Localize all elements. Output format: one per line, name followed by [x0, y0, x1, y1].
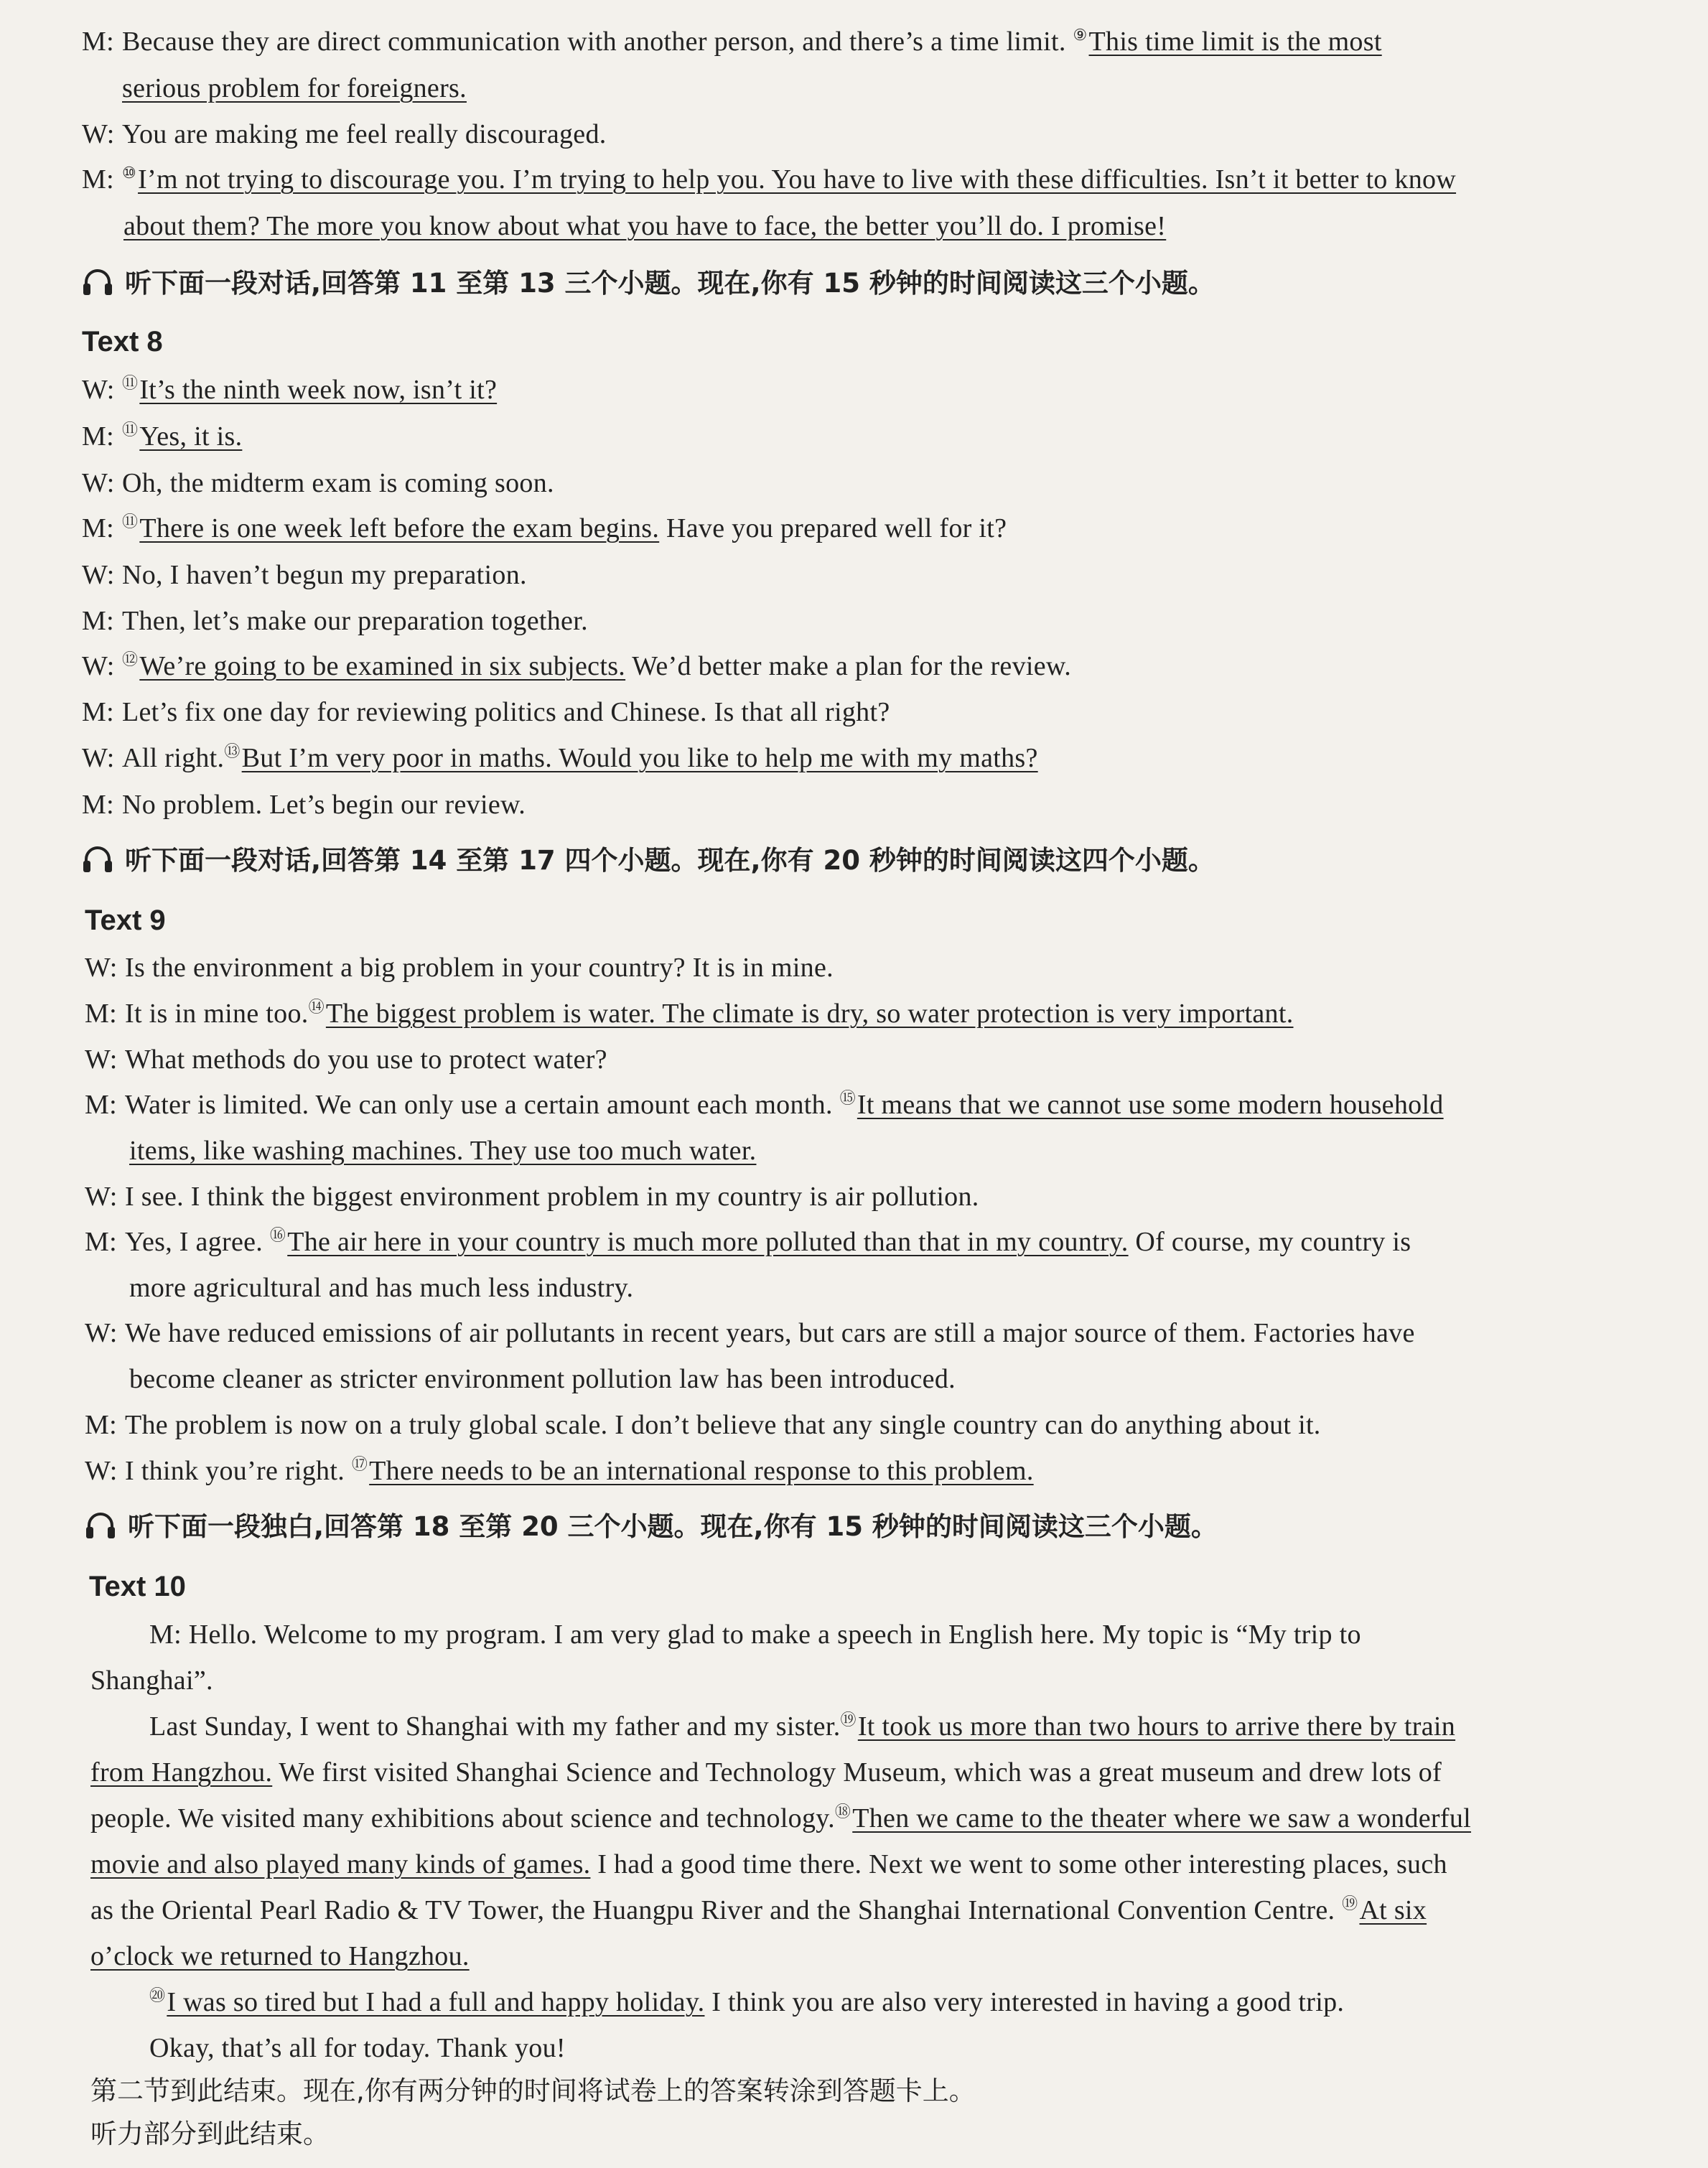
t9-line-6: W: I see. I think the biggest environment problem in my country is air pollution.: [85, 1182, 979, 1212]
instruction-2: 听下面一段对话,回答第 14 至第 17 四个小题。现在,你有 20 秒钟的时间阅读这四个小题。: [82, 844, 1215, 877]
t7-line-5: about them? The more you know about what you have to face, the better you’ll do. I promise!: [123, 211, 1167, 241]
headphones-icon: [85, 1511, 116, 1540]
t8-line-4: M: ⑪There is one week left before the exam begins. Have you prepared well for it?: [82, 513, 1007, 543]
t8-line-3: W: Oh, the midterm exam is coming soon.: [82, 468, 554, 498]
t10-p2-line-4: movie and also played many kinds of games. I had a good time there. Next we went to some other interesting places, such: [90, 1849, 1447, 1879]
section-end-note: 第二节到此结束。现在,你有两分钟的时间将试卷上的答案转涂到答题卡上。: [90, 2075, 976, 2106]
t7-line-2: serious problem for foreigners.: [122, 73, 467, 103]
t7-line-4: M: ⑩I’m not trying to discourage you. I’m trying to help you. You have to live with these difficulties. Isn’t it better to know: [82, 164, 1457, 195]
t9-line-4: M: Water is limited. We can only use a certain amount each month. ⑮It means that we cannot use some modern household: [85, 1089, 1444, 1120]
headphones-icon: [82, 268, 113, 296]
t8-line-5: W: No, I haven’t begun my preparation.: [82, 560, 527, 590]
headphones-icon: [82, 845, 113, 874]
t8-line-6: M: Then, let’s make our preparation together.: [82, 606, 588, 636]
instruction-1: 听下面一段对话,回答第 11 至第 13 三个小题。现在,你有 15 秒钟的时间阅读这三个小题。: [82, 267, 1215, 300]
t10-p2-line-3: people. We visited many exhibitions about science and technology.⑱Then we came to the theater where we saw a wonderful: [90, 1803, 1472, 1833]
t9-line-7: M: Yes, I agree. ⑯The air here in your country is much more polluted than that in my country. Of course, my country is: [85, 1226, 1411, 1257]
t8-line-8: M: Let’s fix one day for reviewing politics and Chinese. Is that all right?: [82, 697, 890, 727]
t10-p1-line-2: Shanghai”.: [90, 1665, 213, 1696]
t8-line-7: W: ⑫We’re going to be examined in six subjects. We’d better make a plan for the review.: [82, 650, 1071, 681]
t10-p2-line-5: as the Oriental Pearl Radio & TV Tower, the Huangpu River and the Shanghai International Convention Centre. ⑲At six: [90, 1894, 1427, 1925]
listening-end-note: 听力部分到此结束。: [90, 2118, 330, 2149]
instruction-3: 听下面一段独白,回答第 18 至第 20 三个小题。现在,你有 15 秒钟的时间阅读这三个小题。: [85, 1510, 1218, 1543]
t9-line-5: items, like washing machines. They use too much water.: [129, 1136, 757, 1166]
t9-line-9: W: We have reduced emissions of air pollutants in recent years, but cars are still a major source of them. Factories have: [85, 1318, 1415, 1348]
t7-line-1: M: Because they are direct communication with another person, and there’s a time limit. ⑨This time limit is the most: [82, 26, 1382, 57]
text-8-heading: Text 8: [82, 326, 163, 358]
t10-p1-line-1: M: Hello. Welcome to my program. I am very glad to make a speech in English here. My topic is “My trip to: [149, 1620, 1361, 1650]
t9-line-10: become cleaner as stricter environment pollution law has been introduced.: [129, 1364, 956, 1394]
t10-p2-line-6: o’clock we returned to Hangzhou.: [90, 1941, 470, 1971]
t8-line-1: W: ⑪It’s the ninth week now, isn’t it?: [82, 374, 498, 405]
t10-p4: Okay, that’s all for today. Thank you!: [149, 2033, 566, 2063]
t9-line-2: M: It is in mine too.⑭The biggest problem is water. The climate is dry, so water protection is very important.: [85, 998, 1294, 1029]
t7-line-3: W: You are making me feel really discouraged.: [82, 119, 607, 149]
text-10-heading: Text 10: [89, 1571, 186, 1602]
t9-line-11: M: The problem is now on a truly global scale. I don’t believe that any single country can do anything about it.: [85, 1410, 1321, 1440]
t9-line-1: W: Is the environment a big problem in your country? It is in mine.: [85, 953, 834, 983]
t9-line-12: W: I think you’re right. ⑰There needs to be an international response to this problem.: [85, 1455, 1034, 1486]
text-9-heading: Text 9: [85, 905, 166, 936]
t10-p2-line-2: from Hangzhou. We first visited Shanghai Science and Technology Museum, which was a great museum and drew lots of: [90, 1757, 1442, 1788]
t9-line-8: more agricultural and has much less industry.: [129, 1273, 634, 1303]
t8-line-2: M: ⑪Yes, it is.: [82, 421, 243, 452]
t8-line-9: W: All right.⑬But I’m very poor in maths. Would you like to help me with my maths?: [82, 742, 1038, 773]
t10-p2-line-1: Last Sunday, I went to Shanghai with my father and my sister.⑲It took us more than two hours to arrive there by train: [149, 1711, 1456, 1742]
t10-p3: ⑳I was so tired but I had a full and happy holiday. I think you are also very interested in having a good trip.: [149, 1986, 1345, 2017]
t8-line-10: M: No problem. Let’s begin our review.: [82, 790, 526, 820]
t9-line-3: W: What methods do you use to protect water?: [85, 1045, 607, 1075]
